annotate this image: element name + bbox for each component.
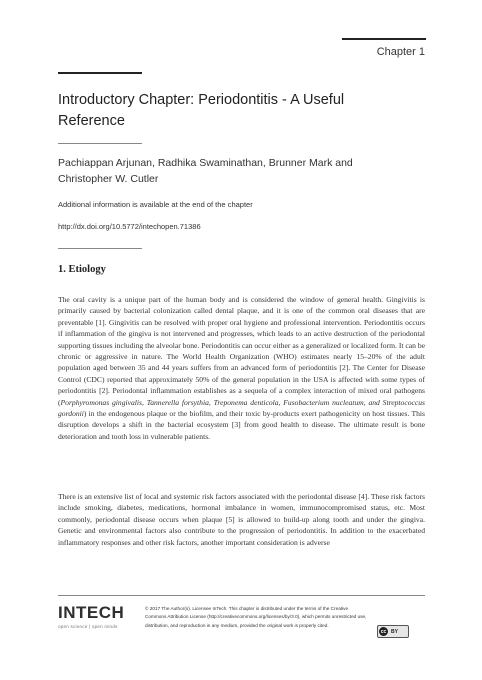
by-label: BY [391, 628, 398, 635]
title-rule [58, 72, 142, 74]
author-list: Pachiappan Arjunan, Radhika Swaminathan, Brunner Mark and Christopher W. Cutler [58, 157, 353, 185]
cc-icon: cc [380, 628, 387, 635]
section-title: Etiology [68, 264, 106, 275]
logo-wordmark: INTECH [58, 603, 125, 622]
paragraph-1-text-b: ) in the endogenous plaque or the biofilm, and their toxic by-products exert pathogenicity on host tissues. This disruption develops a shift in the bacterial ecosystem [3] from good health to disease. The ultimate result is bone deterioration and tooth loss in vulnerable patients. [58, 409, 425, 441]
intech-logo [58, 603, 124, 629]
divider-before-section [58, 248, 142, 249]
chapter-label: Chapter 1 [376, 46, 425, 58]
species-list: Porphyromonas gingivalis, Tannerella forsythia, Treponema denticola, Fusobacterium nucleatum, and Streptococcus gordonii [58, 397, 425, 419]
doi-link[interactable]: http://dx.doi.org/10.5772/intechopen.71386 [58, 222, 201, 231]
logo-tagline: open science | open minds [58, 624, 118, 629]
footer-rule [58, 595, 425, 596]
paragraph-1 [58, 294, 425, 442]
section-heading [58, 264, 106, 275]
chapter-rule [342, 38, 426, 40]
chapter-title: Introductory Chapter: Periodontitis - A Useful Reference [58, 92, 345, 129]
paragraph-2: There is an extensive list of local and systemic risk factors associated with the periodontal disease [4]. These risk factors include smoking, diabetes, medications, hormonal imbalance in women, immunocompromised status, etc. Most commonly, periodontal disease occurs when plaque [5] is allowed to build-up along tooth and under the gingiva. Genetic and environmental factors also contribute to the progression of periodontitis. In addition to the exacerbated inflammatory responses and other risk factors, another important consideration is adverse [58, 492, 425, 547]
paragraph-1-text-a: The oral cavity is a unique part of the human body and is considered the window of general health. Gingivitis is primarily caused by bacterial colonization called dental plaque, and it is one of the common oral diseases that are preventable [1]. Gingivitis can be resolved with proper oral hygiene and professional intervention. Periodontitis occurs if inflammation of the gingiva is not intervened and progresses, which leads to an active destruction of the periodontal supporting tissues including the alveolar bone. Periodontitis can occur either as a generalized or localized form. It can be chronic or aggressive in nature. The World Health Organization (WHO) estimates nearly 15–20% of the adult population aged between 35 and 44 years suffers from an advanced form of periodontitis [2]. The Center for Disease Control (CDC) reported that approximately 50% of the general population in the USA is affected with some types of periodontitis [2]. Periodontal inflammation establishes as a sequela of a complex interaction of mixed oral pathogens ( [58, 295, 425, 407]
divider-before-authors [58, 143, 142, 144]
section-number: 1. [58, 264, 66, 275]
additional-info-note: Additional information is available at the end of the chapter [58, 200, 253, 209]
license-notice: © 2017 The Author(s). Licensee InTech. This chapter is distributed under the terms of the Creative Commons Attribution License (http://creativecommons.org/licenses/by/3.0), which permits unrestricted use, distribution, and reproduction in any medium, provided the original work is properly cited. [145, 606, 367, 628]
cc-by-license-icon[interactable] [377, 625, 409, 638]
